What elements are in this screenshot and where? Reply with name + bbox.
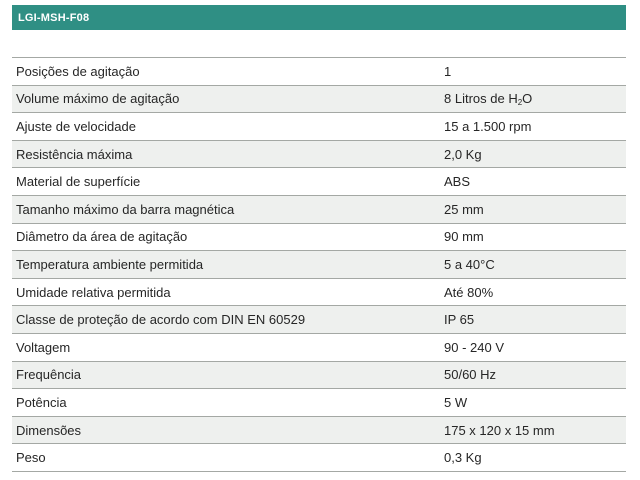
spec-value: 90 - 240 V — [436, 333, 626, 361]
table-row — [12, 444, 626, 472]
header-bar — [12, 5, 626, 30]
spec-value: 2,0 Kg — [436, 140, 626, 168]
spec-value: 25 mm — [436, 195, 626, 223]
spec-label: Umidade relativa permitida — [12, 278, 436, 306]
spec-label: Frequência — [12, 361, 436, 389]
table-row — [12, 416, 626, 444]
spec-label: Voltagem — [12, 333, 436, 361]
spec-value: 1 — [436, 58, 626, 86]
spec-value: 90 mm — [436, 223, 626, 251]
table-row — [12, 113, 626, 141]
spec-value-subscript: 2 — [517, 97, 523, 107]
table-row — [12, 85, 626, 113]
spec-value: 5 a 40°C — [436, 251, 626, 279]
table-row — [12, 168, 626, 196]
spec-value: 15 a 1.500 rpm — [436, 113, 626, 141]
table-row — [12, 58, 626, 86]
spec-label: Ajuste de velocidade — [12, 113, 436, 141]
spec-label: Diâmetro da área de agitação — [12, 223, 436, 251]
table-row — [12, 306, 626, 334]
spec-label: Resistência máxima — [12, 140, 436, 168]
spec-label: Classe de proteção de acordo com DIN EN 60529 — [12, 306, 436, 334]
spec-label: Peso — [12, 444, 436, 472]
spec-label: Posições de agitação — [12, 58, 436, 86]
spec-label: Tamanho máximo da barra magnética — [12, 195, 436, 223]
spec-value: 5 W — [436, 389, 626, 417]
spec-label: Potência — [12, 389, 436, 417]
spec-label: Material de superfície — [12, 168, 436, 196]
table-row — [12, 361, 626, 389]
spec-value: ABS — [436, 168, 626, 196]
spec-value: 0,3 Kg — [436, 444, 626, 472]
product-code-title: LGI-MSH-F08 — [18, 11, 90, 24]
spec-value: 50/60 Hz — [436, 361, 626, 389]
table-row — [12, 278, 626, 306]
table-row — [12, 195, 626, 223]
spec-value: 175 x 120 x 15 mm — [436, 416, 626, 444]
spec-value — [436, 85, 626, 113]
spec-value: Até 80% — [436, 278, 626, 306]
spec-value-suffix: O — [522, 90, 533, 106]
table-row — [12, 389, 626, 417]
spec-label: Temperatura ambiente permitida — [12, 251, 436, 279]
table-row — [12, 140, 626, 168]
table-row — [12, 333, 626, 361]
table-row — [12, 251, 626, 279]
specifications-table — [12, 57, 626, 472]
spec-value-main: 8 Litros de H — [444, 90, 518, 106]
spec-label: Volume máximo de agitação — [12, 85, 436, 113]
table-row — [12, 223, 626, 251]
spec-label: Dimensões — [12, 416, 436, 444]
spec-value: IP 65 — [436, 306, 626, 334]
